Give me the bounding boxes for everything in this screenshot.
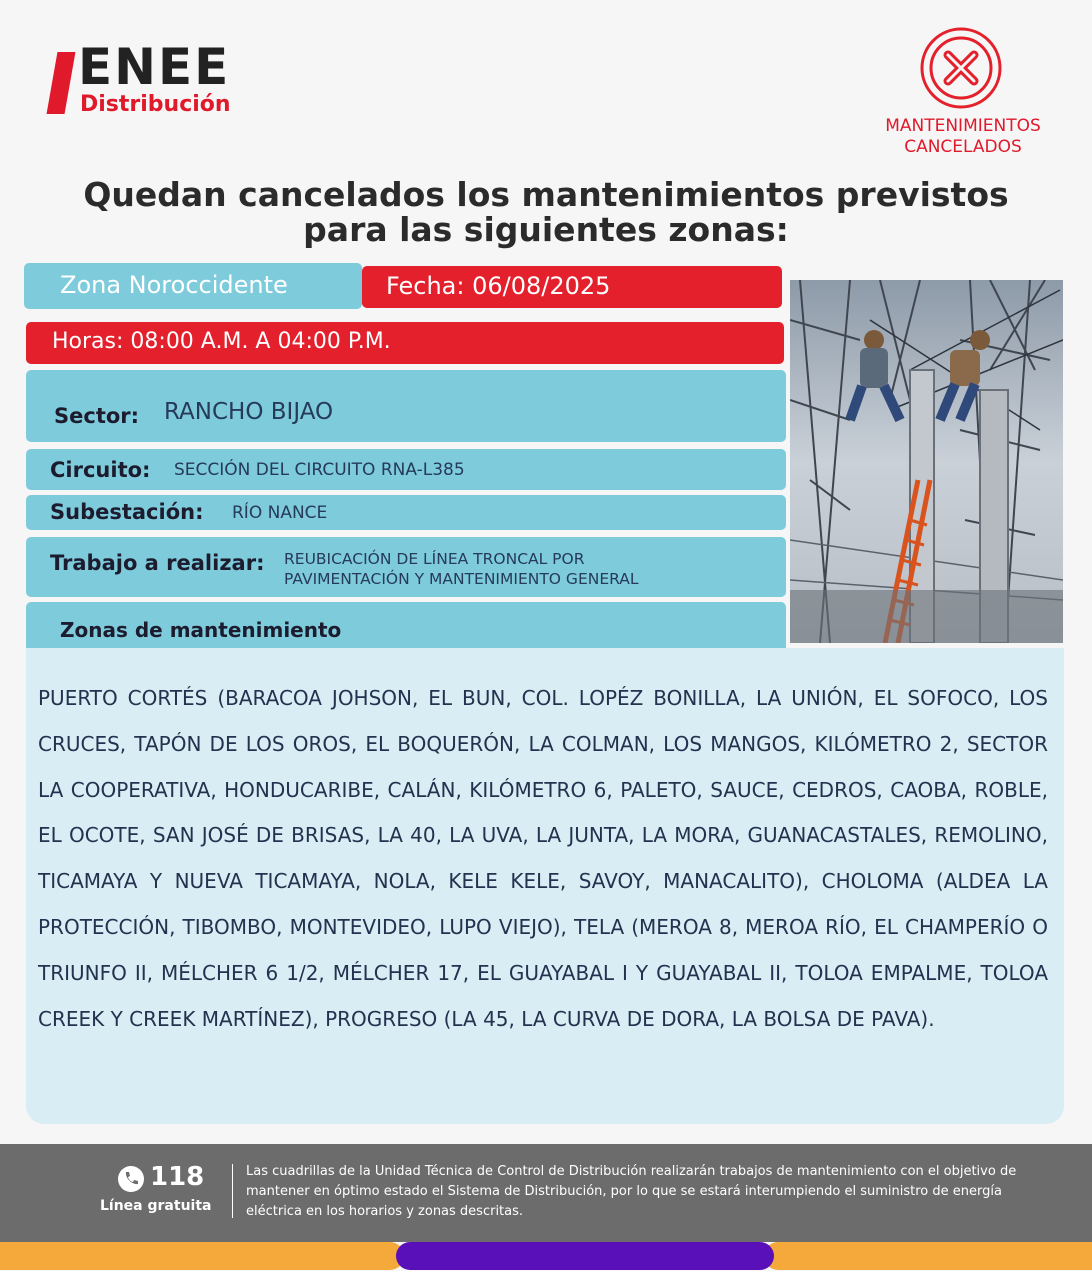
- zones-header: [26, 602, 786, 650]
- substation-label: Subestación:: [50, 500, 204, 524]
- page-title: [0, 177, 1092, 247]
- hours-label: Horas:: [52, 329, 124, 354]
- logo-text: ENEE: [78, 38, 231, 96]
- title-line-2: para las siguientes zonas:: [303, 210, 789, 249]
- work-label: Trabajo a realizar:: [50, 551, 265, 575]
- zone-label: Zona Noroccidente: [24, 263, 362, 309]
- phone-icon: [118, 1166, 144, 1192]
- zones-list-text: PUERTO CORTÉS (BARACOA JOHSON, EL BUN, COL. LOPÉZ BONILLA, LA UNIÓN, EL SOFOCO, LOS CRUCES, TAPÓN DE LOS OROS, EL BOQUERÓN, LA COLMAN, LOS MANGOS, KILÓMETRO 2, SECTOR LA COOPERATIVA, HONDUCARIBE, CALÁN, KILÓMETRO 6, PALETO, SAUCE, CEDROS, CAOBA, ROBLE, EL OCOTE, SAN JOSÉ DE BRISAS, LA 40, LA UVA, LA JUNTA, LA MORA, GUANACASTALES, REMOLINO, TICAMAYA Y NUEVA TICAMAYA, NOLA, KELE KELE, SAVOY, MANACALITO), CHOLOMA (ALDEA LA PROTECCIÓN, TIBOMBO, MONTEVIDEO, LUPO VIEJO), TELA (MEROA 8, MEROA RÍO, EL CHAMPERÍO O TRIUNFO II, MÉLCHER 6 1/2, MÉLCHER 17, EL GUAYABAL I Y GUAYABAL II, TOLOA EMPALME, TOLOA CREEK Y CREEK MARTÍNEZ), PROGRESO (LA 45, LA CURVA DE DORA, LA BOLSA DE PAVA).: [38, 686, 1048, 1031]
- badge-line-1: MANTENIMIENTOS: [885, 116, 1041, 136]
- zones-list-box: [26, 648, 1064, 1124]
- bottom-bar-orange-right: [764, 1242, 1092, 1270]
- cancelled-badge-label: [858, 116, 1068, 158]
- footer-divider: [232, 1164, 233, 1218]
- zones-header-label: Zonas de mantenimiento: [60, 618, 342, 642]
- work-row: [26, 537, 786, 597]
- circuit-label: Circuito:: [50, 458, 151, 482]
- sector-row: [26, 370, 786, 442]
- title-line-1: Quedan cancelados los mantenimientos previstos: [83, 175, 1009, 214]
- hours-value: 08:00 A.M. A 04:00 P.M.: [130, 329, 391, 354]
- circuit-row: [26, 449, 786, 490]
- work-value-line-2: PAVIMENTACIÓN Y MANTENIMIENTO GENERAL: [284, 570, 639, 588]
- footer-notice: Las cuadrillas de la Unidad Técnica de Control de Distribución realizarán trabajos de mantenimiento con el objetivo de mantener en óptimo estado el Sistema de Distribución, por lo que se estará interumpiendo el suministro de energía eléctrica en los horarios y zonas descritas.: [246, 1164, 1017, 1219]
- substation-workers-photo: [790, 280, 1063, 643]
- hours-pill: [26, 322, 784, 364]
- substation-value: RÍO NANCE: [232, 503, 328, 523]
- sector-label: Sector:: [54, 404, 140, 428]
- bottom-bar-purple: [396, 1242, 774, 1270]
- sector-value: RANCHO BIJAO: [164, 399, 334, 425]
- work-value: [284, 549, 639, 589]
- logo-subtitle: Distribución: [80, 92, 231, 117]
- work-value-line-1: REUBICACIÓN DE LÍNEA TRONCAL POR: [284, 550, 585, 568]
- hotline-number: 118: [150, 1162, 205, 1192]
- logo-mark: [47, 52, 76, 114]
- circuit-value: SECCIÓN DEL CIRCUITO RNA-L385: [174, 460, 465, 480]
- date-label: Fecha:: [386, 272, 465, 300]
- badge-line-2: CANCELADOS: [904, 137, 1022, 157]
- date-value: 06/08/2025: [472, 272, 611, 300]
- cancel-x-icon: [920, 27, 1002, 109]
- bottom-bar-orange-left: [0, 1242, 404, 1270]
- date-pill: [362, 266, 782, 308]
- substation-row: [26, 495, 786, 530]
- hotline-label: Línea gratuita: [100, 1198, 212, 1214]
